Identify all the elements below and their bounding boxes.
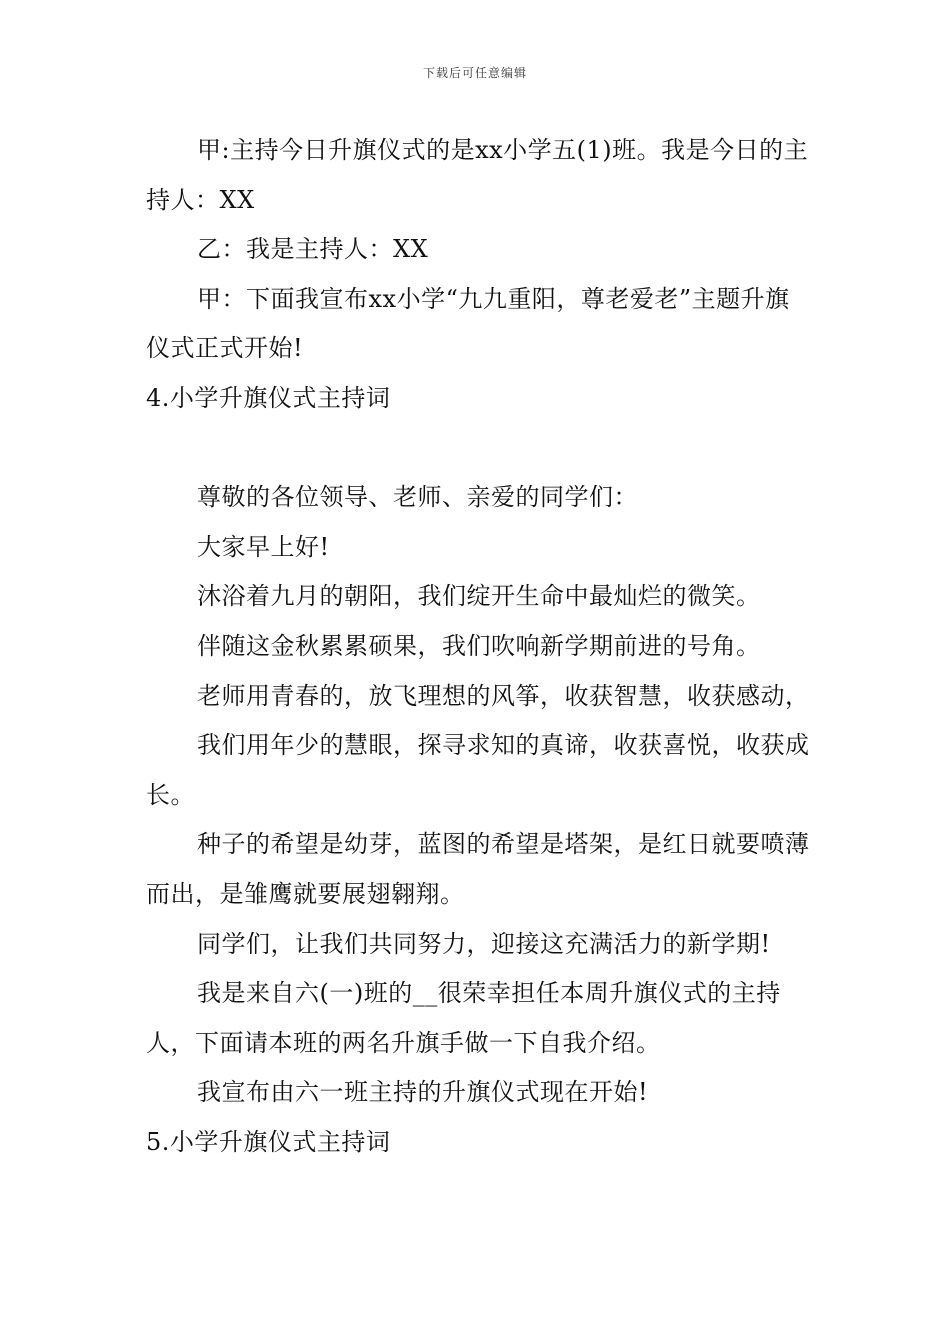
paragraph-host-jia-intro: 甲:主持今日升旗仪式的是xx小学五(1)班。我是今日的主持人：XX bbox=[146, 136, 809, 214]
blank-line bbox=[146, 424, 810, 474]
paragraph-host-jia-announce: 甲：下面我宣布xx小学“九九重阳，尊老爱老”主题升旗仪式正式开始! bbox=[146, 284, 790, 363]
paragraph-host-yi-intro: 乙：我是主持人：XX bbox=[197, 235, 429, 264]
section-heading-4: 4.小学升旗仪式主持词 bbox=[146, 383, 391, 412]
paragraph-teachers: 老师用青春的，放飞理想的风筝，收获智慧，收获感动， bbox=[197, 681, 810, 710]
paragraph-hope: 种子的希望是幼芽，蓝图的希望是塔架，是红日就要喷薄而出，是雏鹰就要展翅翱翔。 bbox=[146, 830, 810, 908]
paragraph-golden-autumn: 伴随这金秋累累硕果，我们吹响新学期前进的号角。 bbox=[197, 631, 761, 660]
paragraph-work-together: 同学们，让我们共同努力，迎接这充满活力的新学期! bbox=[197, 929, 771, 958]
header-note: 下载后可任意编辑 bbox=[422, 66, 527, 80]
paragraph-ceremony-start: 我宣布由六一班主持的升旗仪式现在开始! bbox=[197, 1078, 649, 1107]
section-heading-5: 5.小学升旗仪式主持词 bbox=[146, 1127, 391, 1156]
paragraph-morning-sun: 沐浴着九月的朝阳，我们绽开生命中最灿烂的微笑。 bbox=[197, 582, 761, 611]
paragraph-host-intro: 我是来自六(一)班的__很荣幸担任本周升旗仪式的主持人，下面请本班的两名升旗手做一下自我介绍。 bbox=[146, 979, 781, 1057]
document-body bbox=[146, 126, 810, 1167]
paragraph-greeting-leaders: 尊敬的各位领导、老师、亲爱的同学们： bbox=[197, 483, 638, 512]
paragraph-students: 我们用年少的慧眼，探寻求知的真谛，收获喜悦，收获成长。 bbox=[146, 731, 810, 809]
paragraph-good-morning: 大家早上好! bbox=[197, 532, 330, 561]
